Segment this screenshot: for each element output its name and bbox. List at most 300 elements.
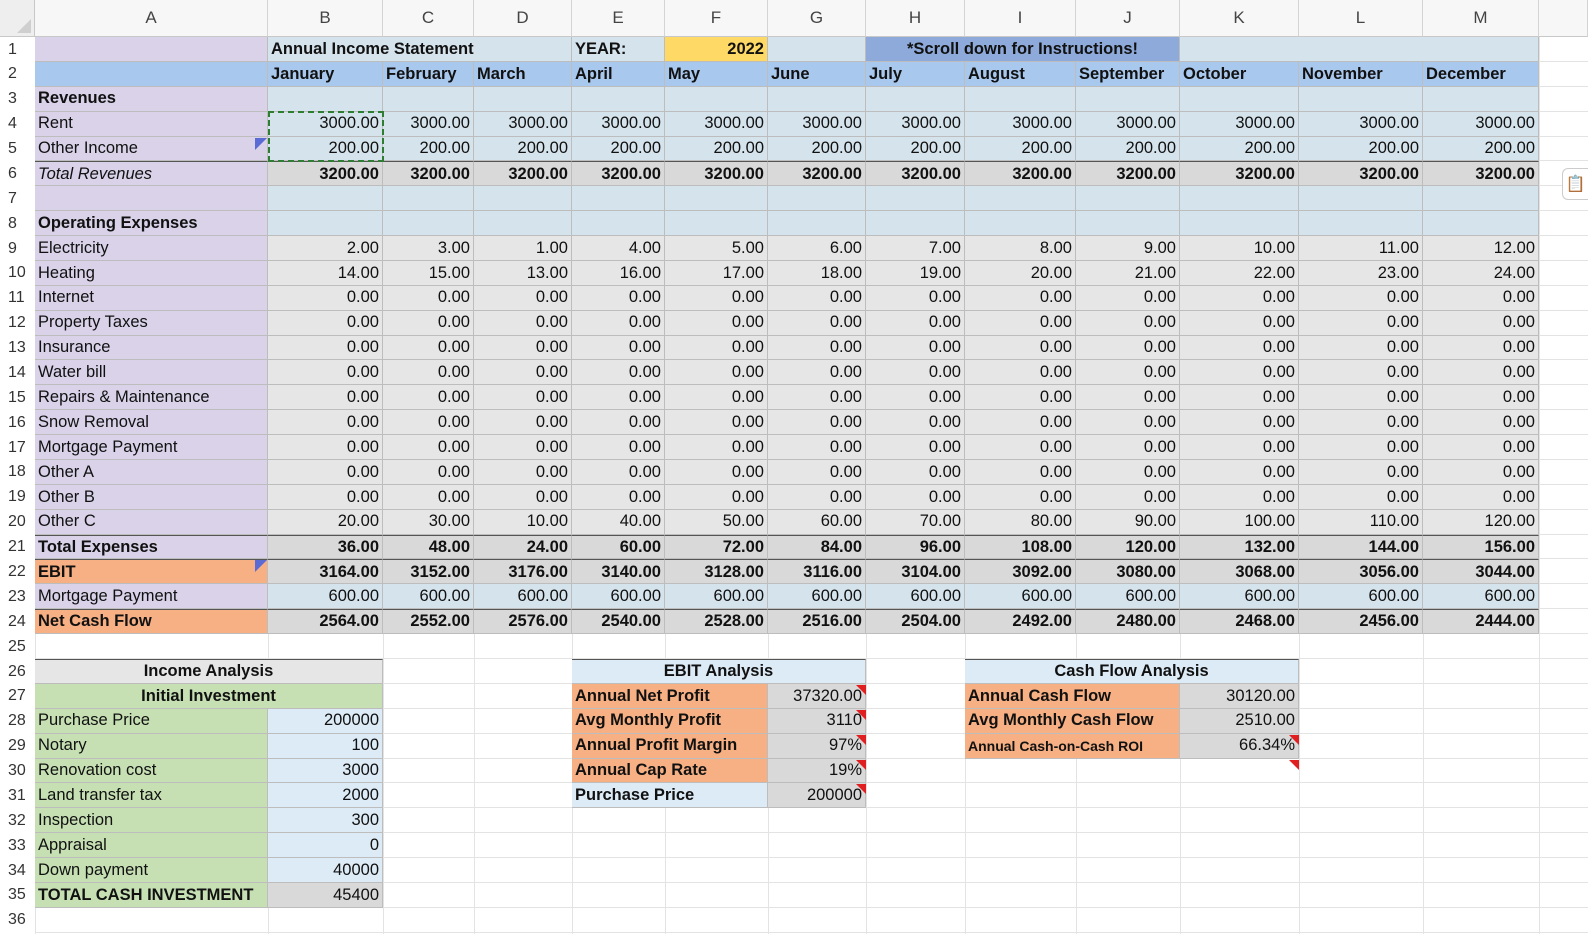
- column-header-A[interactable]: A: [35, 0, 268, 37]
- value-cell[interactable]: 0.00: [768, 311, 866, 336]
- value-cell[interactable]: 600.00: [866, 584, 965, 609]
- value-cell[interactable]: [474, 211, 572, 236]
- value-cell[interactable]: 16.00: [572, 261, 665, 286]
- value-cell[interactable]: 22.00: [1180, 261, 1299, 286]
- value-cell[interactable]: 0.00: [383, 435, 474, 460]
- month-header[interactable]: October: [1180, 62, 1299, 87]
- value-cell[interactable]: 0.00: [665, 385, 768, 410]
- value-cell[interactable]: 600.00: [1076, 584, 1180, 609]
- value-cell[interactable]: 3200.00: [665, 161, 768, 186]
- value-cell[interactable]: 3140.00: [572, 559, 665, 584]
- value-cell[interactable]: 96.00: [866, 535, 965, 560]
- value-cell[interactable]: [1423, 87, 1539, 112]
- value-cell[interactable]: 0.00: [1299, 336, 1423, 361]
- row-header-31[interactable]: 31: [0, 783, 35, 808]
- value-cell[interactable]: [1299, 211, 1423, 236]
- investment-value[interactable]: 300: [268, 808, 383, 833]
- value-cell[interactable]: 0.00: [474, 460, 572, 485]
- value-cell[interactable]: 132.00: [1180, 535, 1299, 560]
- column-header-C[interactable]: C: [383, 0, 474, 37]
- statement-title[interactable]: Annual Income Statement: [268, 37, 572, 62]
- month-header[interactable]: November: [1299, 62, 1423, 87]
- value-cell[interactable]: [1180, 186, 1299, 211]
- row-label[interactable]: Net Cash Flow: [35, 609, 268, 634]
- value-cell[interactable]: 84.00: [768, 535, 866, 560]
- value-cell[interactable]: 600.00: [768, 584, 866, 609]
- month-header[interactable]: August: [965, 62, 1076, 87]
- value-cell[interactable]: 0.00: [1076, 435, 1180, 460]
- row-label[interactable]: Heating: [35, 261, 268, 286]
- value-cell[interactable]: 200.00: [1076, 137, 1180, 162]
- investment-value[interactable]: 100: [268, 734, 383, 759]
- value-cell[interactable]: [866, 211, 965, 236]
- row-header-10[interactable]: 10: [0, 261, 35, 286]
- value-cell[interactable]: [665, 211, 768, 236]
- value-cell[interactable]: 3200.00: [1180, 161, 1299, 186]
- value-cell[interactable]: 0.00: [474, 336, 572, 361]
- investment-label[interactable]: Land transfer tax: [35, 783, 268, 808]
- value-cell[interactable]: 2540.00: [572, 609, 665, 634]
- value-cell[interactable]: 0.00: [768, 410, 866, 435]
- row-label[interactable]: EBIT: [35, 559, 268, 584]
- ebit-label[interactable]: Annual Profit Margin: [572, 734, 768, 759]
- row-label[interactable]: Water bill: [35, 360, 268, 385]
- value-cell[interactable]: 0.00: [572, 286, 665, 311]
- value-cell[interactable]: 2504.00: [866, 609, 965, 634]
- value-cell[interactable]: 0.00: [665, 286, 768, 311]
- total-investment-value[interactable]: 45400: [268, 883, 383, 908]
- value-cell[interactable]: 110.00: [1299, 510, 1423, 535]
- value-cell[interactable]: [1180, 211, 1299, 236]
- value-cell[interactable]: 3200.00: [866, 161, 965, 186]
- ebit-value[interactable]: 19%: [768, 759, 866, 784]
- value-cell[interactable]: 0.00: [965, 360, 1076, 385]
- row-header-32[interactable]: 32: [0, 808, 35, 833]
- month-header[interactable]: September: [1076, 62, 1180, 87]
- value-cell[interactable]: 0.00: [768, 336, 866, 361]
- value-cell[interactable]: 2492.00: [965, 609, 1076, 634]
- value-cell[interactable]: 15.00: [383, 261, 474, 286]
- value-cell[interactable]: 0.00: [474, 286, 572, 311]
- value-cell[interactable]: [474, 186, 572, 211]
- row-header-20[interactable]: 20: [0, 510, 35, 535]
- value-cell[interactable]: 0.00: [572, 485, 665, 510]
- value-cell[interactable]: 2444.00: [1423, 609, 1539, 634]
- value-cell[interactable]: 30.00: [383, 510, 474, 535]
- row-header-8[interactable]: 8: [0, 211, 35, 236]
- value-cell[interactable]: 0.00: [1423, 286, 1539, 311]
- ebit-label[interactable]: Annual Net Profit: [572, 684, 768, 709]
- value-cell[interactable]: 6.00: [768, 236, 866, 261]
- value-cell[interactable]: 2552.00: [383, 609, 474, 634]
- value-cell[interactable]: 0.00: [866, 435, 965, 460]
- value-cell[interactable]: [268, 211, 383, 236]
- value-cell[interactable]: [1076, 87, 1180, 112]
- value-cell[interactable]: [866, 87, 965, 112]
- value-cell[interactable]: 200.00: [768, 137, 866, 162]
- value-cell[interactable]: [268, 87, 383, 112]
- value-cell[interactable]: 0.00: [1423, 336, 1539, 361]
- value-cell[interactable]: 3200.00: [768, 161, 866, 186]
- value-cell[interactable]: 600.00: [1299, 584, 1423, 609]
- value-cell[interactable]: 200.00: [474, 137, 572, 162]
- column-header-J[interactable]: J: [1076, 0, 1180, 37]
- value-cell[interactable]: [572, 211, 665, 236]
- row-header-34[interactable]: 34: [0, 858, 35, 883]
- row-header-5[interactable]: 5: [0, 137, 35, 162]
- value-cell[interactable]: 24.00: [474, 535, 572, 560]
- value-cell[interactable]: 0.00: [1299, 385, 1423, 410]
- column-header-E[interactable]: E: [572, 0, 665, 37]
- value-cell[interactable]: 0.00: [383, 311, 474, 336]
- investment-value[interactable]: 2000: [268, 783, 383, 808]
- value-cell[interactable]: 3152.00: [383, 559, 474, 584]
- row-label[interactable]: Mortgage Payment: [35, 435, 268, 460]
- cashflow-label[interactable]: Annual Cash Flow: [965, 684, 1180, 709]
- value-cell[interactable]: [1076, 186, 1180, 211]
- value-cell[interactable]: 2516.00: [768, 609, 866, 634]
- row-header-26[interactable]: 26: [0, 659, 35, 684]
- row-header-25[interactable]: 25: [0, 634, 35, 659]
- month-header[interactable]: April: [572, 62, 665, 87]
- instructions-banner[interactable]: *Scroll down for Instructions!: [866, 37, 1180, 62]
- value-cell[interactable]: 0.00: [965, 460, 1076, 485]
- cashflow-label[interactable]: Annual Cash-on-Cash ROI: [965, 734, 1180, 759]
- value-cell[interactable]: 3000.00: [1299, 112, 1423, 137]
- value-cell[interactable]: [1423, 211, 1539, 236]
- value-cell[interactable]: 0.00: [383, 360, 474, 385]
- value-cell[interactable]: 0.00: [965, 336, 1076, 361]
- value-cell[interactable]: [572, 87, 665, 112]
- value-cell[interactable]: 3000.00: [1180, 112, 1299, 137]
- value-cell[interactable]: 0.00: [1076, 460, 1180, 485]
- value-cell[interactable]: 600.00: [965, 584, 1076, 609]
- value-cell[interactable]: 3000.00: [572, 112, 665, 137]
- value-cell[interactable]: 10.00: [474, 510, 572, 535]
- value-cell[interactable]: 0.00: [665, 360, 768, 385]
- month-header[interactable]: July: [866, 62, 965, 87]
- value-cell[interactable]: 0.00: [1076, 485, 1180, 510]
- value-cell[interactable]: 1.00: [474, 236, 572, 261]
- value-cell[interactable]: 4.00: [572, 236, 665, 261]
- value-cell[interactable]: 3000.00: [768, 112, 866, 137]
- ebit-value[interactable]: 97%: [768, 734, 866, 759]
- value-cell[interactable]: 600.00: [268, 584, 383, 609]
- value-cell[interactable]: 12.00: [1423, 236, 1539, 261]
- ebit-label[interactable]: Purchase Price: [572, 783, 768, 808]
- investment-label[interactable]: Down payment: [35, 858, 268, 883]
- value-cell[interactable]: 0.00: [866, 286, 965, 311]
- value-cell[interactable]: 18.00: [768, 261, 866, 286]
- value-cell[interactable]: 0.00: [866, 385, 965, 410]
- value-cell[interactable]: 0.00: [768, 360, 866, 385]
- value-cell[interactable]: 0.00: [383, 336, 474, 361]
- row-header-15[interactable]: 15: [0, 385, 35, 410]
- value-cell[interactable]: 0.00: [1299, 360, 1423, 385]
- value-cell[interactable]: 0.00: [474, 435, 572, 460]
- value-cell[interactable]: 0.00: [1180, 311, 1299, 336]
- row-header-2[interactable]: 2: [0, 62, 35, 87]
- ebit-value[interactable]: 37320.00: [768, 684, 866, 709]
- value-cell[interactable]: 0.00: [866, 485, 965, 510]
- ebit-analysis-title[interactable]: EBIT Analysis: [572, 659, 866, 684]
- cashflow-value[interactable]: 2510.00: [1180, 709, 1299, 734]
- value-cell[interactable]: [866, 186, 965, 211]
- value-cell[interactable]: 48.00: [383, 535, 474, 560]
- value-cell[interactable]: 2576.00: [474, 609, 572, 634]
- value-cell[interactable]: 100.00: [1180, 510, 1299, 535]
- value-cell[interactable]: 3000.00: [383, 112, 474, 137]
- value-cell[interactable]: 600.00: [383, 584, 474, 609]
- value-cell[interactable]: 0.00: [383, 460, 474, 485]
- value-cell[interactable]: 2.00: [268, 236, 383, 261]
- value-cell[interactable]: 3000.00: [268, 112, 383, 137]
- column-header-D[interactable]: D: [474, 0, 572, 37]
- row-header-14[interactable]: 14: [0, 360, 35, 385]
- value-cell[interactable]: 0.00: [1180, 336, 1299, 361]
- value-cell[interactable]: 0.00: [1423, 360, 1539, 385]
- initial-investment-header[interactable]: Initial Investment: [35, 684, 383, 709]
- value-cell[interactable]: 3104.00: [866, 559, 965, 584]
- value-cell[interactable]: 0.00: [1180, 286, 1299, 311]
- value-cell[interactable]: 20.00: [965, 261, 1076, 286]
- value-cell[interactable]: 200.00: [1180, 137, 1299, 162]
- investment-label[interactable]: Appraisal: [35, 833, 268, 858]
- value-cell[interactable]: 200.00: [965, 137, 1076, 162]
- value-cell[interactable]: 0.00: [1180, 485, 1299, 510]
- value-cell[interactable]: 3044.00: [1423, 559, 1539, 584]
- value-cell[interactable]: 0.00: [768, 485, 866, 510]
- value-cell[interactable]: 3128.00: [665, 559, 768, 584]
- paste-options-icon[interactable]: 📋: [1562, 168, 1588, 200]
- row-header-36[interactable]: 36: [0, 908, 35, 933]
- column-header-H[interactable]: H: [866, 0, 965, 37]
- value-cell[interactable]: 0.00: [383, 286, 474, 311]
- value-cell[interactable]: 0.00: [1423, 460, 1539, 485]
- value-cell[interactable]: 0.00: [665, 336, 768, 361]
- value-cell[interactable]: 14.00: [268, 261, 383, 286]
- value-cell[interactable]: 0.00: [665, 435, 768, 460]
- row-header-23[interactable]: 23: [0, 584, 35, 609]
- value-cell[interactable]: 0.00: [965, 435, 1076, 460]
- value-cell[interactable]: 40.00: [572, 510, 665, 535]
- row-label[interactable]: Revenues: [35, 87, 268, 112]
- value-cell[interactable]: [572, 186, 665, 211]
- value-cell[interactable]: 0.00: [1076, 410, 1180, 435]
- value-cell[interactable]: 0.00: [866, 336, 965, 361]
- row-label[interactable]: Insurance: [35, 336, 268, 361]
- value-cell[interactable]: 0.00: [665, 410, 768, 435]
- value-cell[interactable]: 0.00: [572, 460, 665, 485]
- value-cell[interactable]: 200.00: [1423, 137, 1539, 162]
- value-cell[interactable]: 0.00: [1299, 485, 1423, 510]
- year-label[interactable]: YEAR:: [572, 37, 665, 62]
- value-cell[interactable]: 0.00: [1423, 410, 1539, 435]
- value-cell[interactable]: 200.00: [572, 137, 665, 162]
- row-header-24[interactable]: 24: [0, 609, 35, 634]
- row-header-30[interactable]: 30: [0, 759, 35, 784]
- value-cell[interactable]: 200.00: [665, 137, 768, 162]
- value-cell[interactable]: 0.00: [268, 485, 383, 510]
- ebit-value[interactable]: 200000: [768, 783, 866, 808]
- value-cell[interactable]: [1299, 87, 1423, 112]
- value-cell[interactable]: 108.00: [965, 535, 1076, 560]
- value-cell[interactable]: 0.00: [572, 311, 665, 336]
- value-cell[interactable]: 3116.00: [768, 559, 866, 584]
- value-cell[interactable]: 0.00: [1423, 385, 1539, 410]
- value-cell[interactable]: 2564.00: [268, 609, 383, 634]
- value-cell[interactable]: 120.00: [1423, 510, 1539, 535]
- value-cell[interactable]: [1180, 87, 1299, 112]
- ebit-label[interactable]: Avg Monthly Profit: [572, 709, 768, 734]
- row-header-7[interactable]: 7: [0, 186, 35, 211]
- investment-label[interactable]: Renovation cost: [35, 759, 268, 784]
- value-cell[interactable]: 72.00: [665, 535, 768, 560]
- row-label[interactable]: Property Taxes: [35, 311, 268, 336]
- value-cell[interactable]: 200.00: [268, 137, 383, 162]
- investment-label[interactable]: Purchase Price: [35, 709, 268, 734]
- value-cell[interactable]: 0.00: [268, 336, 383, 361]
- row-label[interactable]: Other B: [35, 485, 268, 510]
- row-label[interactable]: Other A: [35, 460, 268, 485]
- value-cell[interactable]: 600.00: [665, 584, 768, 609]
- value-cell[interactable]: [965, 87, 1076, 112]
- value-cell[interactable]: 0.00: [474, 385, 572, 410]
- value-cell[interactable]: 3.00: [383, 236, 474, 261]
- value-cell[interactable]: 0.00: [768, 286, 866, 311]
- value-cell[interactable]: 0.00: [866, 410, 965, 435]
- investment-value[interactable]: 40000: [268, 858, 383, 883]
- row-header-35[interactable]: 35: [0, 883, 35, 908]
- value-cell[interactable]: 20.00: [268, 510, 383, 535]
- row-header-17[interactable]: 17: [0, 435, 35, 460]
- value-cell[interactable]: 60.00: [572, 535, 665, 560]
- value-cell[interactable]: 0.00: [268, 460, 383, 485]
- total-investment-label[interactable]: TOTAL CASH INVESTMENT: [35, 883, 268, 908]
- ebit-label[interactable]: Annual Cap Rate: [572, 759, 768, 784]
- value-cell[interactable]: 0.00: [665, 460, 768, 485]
- value-cell[interactable]: [768, 211, 866, 236]
- value-cell[interactable]: 3000.00: [965, 112, 1076, 137]
- value-cell[interactable]: 3200.00: [1076, 161, 1180, 186]
- investment-value[interactable]: 200000: [268, 709, 383, 734]
- value-cell[interactable]: 0.00: [965, 311, 1076, 336]
- value-cell[interactable]: 600.00: [572, 584, 665, 609]
- cashflow-value[interactable]: 30120.00: [1180, 684, 1299, 709]
- value-cell[interactable]: 0.00: [768, 460, 866, 485]
- row-header-19[interactable]: 19: [0, 485, 35, 510]
- value-cell[interactable]: 21.00: [1076, 261, 1180, 286]
- value-cell[interactable]: 70.00: [866, 510, 965, 535]
- value-cell[interactable]: 5.00: [665, 236, 768, 261]
- row-header-6[interactable]: 6: [0, 161, 35, 186]
- income-analysis-title[interactable]: Income Analysis: [35, 659, 383, 684]
- value-cell[interactable]: 200.00: [383, 137, 474, 162]
- row-header-9[interactable]: 9: [0, 236, 35, 261]
- investment-label[interactable]: Notary: [35, 734, 268, 759]
- row-label[interactable]: Repairs & Maintenance: [35, 385, 268, 410]
- value-cell[interactable]: [383, 211, 474, 236]
- value-cell[interactable]: 0.00: [1180, 360, 1299, 385]
- value-cell[interactable]: 156.00: [1423, 535, 1539, 560]
- row-header-29[interactable]: 29: [0, 734, 35, 759]
- value-cell[interactable]: 19.00: [866, 261, 965, 286]
- value-cell[interactable]: 0.00: [268, 410, 383, 435]
- row-header-16[interactable]: 16: [0, 410, 35, 435]
- value-cell[interactable]: 0.00: [965, 485, 1076, 510]
- value-cell[interactable]: 0.00: [965, 410, 1076, 435]
- value-cell[interactable]: 3000.00: [1423, 112, 1539, 137]
- value-cell[interactable]: 0.00: [383, 485, 474, 510]
- value-cell[interactable]: 0.00: [1076, 311, 1180, 336]
- value-cell[interactable]: 0.00: [1076, 336, 1180, 361]
- value-cell[interactable]: 0.00: [1299, 311, 1423, 336]
- value-cell[interactable]: 0.00: [866, 311, 965, 336]
- value-cell[interactable]: 3200.00: [1423, 161, 1539, 186]
- value-cell[interactable]: 0.00: [768, 435, 866, 460]
- row-header-1[interactable]: 1: [0, 37, 35, 62]
- value-cell[interactable]: 0.00: [1423, 435, 1539, 460]
- row-label[interactable]: Snow Removal: [35, 410, 268, 435]
- value-cell[interactable]: 0.00: [1423, 485, 1539, 510]
- value-cell[interactable]: 0.00: [866, 460, 965, 485]
- select-all-corner[interactable]: [0, 0, 35, 37]
- value-cell[interactable]: 24.00: [1423, 261, 1539, 286]
- value-cell[interactable]: 3176.00: [474, 559, 572, 584]
- value-cell[interactable]: 0.00: [665, 485, 768, 510]
- value-cell[interactable]: 3000.00: [1076, 112, 1180, 137]
- value-cell[interactable]: 3068.00: [1180, 559, 1299, 584]
- value-cell[interactable]: 3200.00: [965, 161, 1076, 186]
- column-header-F[interactable]: F: [665, 0, 768, 37]
- value-cell[interactable]: 0.00: [1076, 360, 1180, 385]
- value-cell[interactable]: [1423, 186, 1539, 211]
- row-label[interactable]: Mortgage Payment: [35, 584, 268, 609]
- investment-value[interactable]: 3000: [268, 759, 383, 784]
- value-cell[interactable]: 0.00: [572, 435, 665, 460]
- value-cell[interactable]: 17.00: [665, 261, 768, 286]
- value-cell[interactable]: 9.00: [1076, 236, 1180, 261]
- column-header-B[interactable]: B: [268, 0, 383, 37]
- value-cell[interactable]: 7.00: [866, 236, 965, 261]
- row-label[interactable]: Total Expenses: [35, 535, 268, 560]
- value-cell[interactable]: [965, 186, 1076, 211]
- value-cell[interactable]: 0.00: [965, 286, 1076, 311]
- row-label[interactable]: [35, 186, 268, 211]
- row-header-13[interactable]: 13: [0, 336, 35, 361]
- value-cell[interactable]: 13.00: [474, 261, 572, 286]
- value-cell[interactable]: [383, 186, 474, 211]
- row-header-3[interactable]: 3: [0, 87, 35, 112]
- cell[interactable]: [35, 62, 268, 87]
- year-value[interactable]: 2022: [665, 37, 768, 62]
- row-header-4[interactable]: 4: [0, 112, 35, 137]
- month-header[interactable]: June: [768, 62, 866, 87]
- value-cell[interactable]: 3200.00: [474, 161, 572, 186]
- value-cell[interactable]: 0.00: [383, 385, 474, 410]
- cell[interactable]: [768, 37, 866, 62]
- value-cell[interactable]: 50.00: [665, 510, 768, 535]
- cashflow-label[interactable]: Avg Monthly Cash Flow: [965, 709, 1180, 734]
- value-cell[interactable]: 0.00: [268, 311, 383, 336]
- value-cell[interactable]: 2468.00: [1180, 609, 1299, 634]
- value-cell[interactable]: 11.00: [1299, 236, 1423, 261]
- row-header-33[interactable]: 33: [0, 833, 35, 858]
- value-cell[interactable]: 0.00: [572, 336, 665, 361]
- value-cell[interactable]: 0.00: [268, 360, 383, 385]
- column-header-K[interactable]: K: [1180, 0, 1299, 37]
- month-header[interactable]: January: [268, 62, 383, 87]
